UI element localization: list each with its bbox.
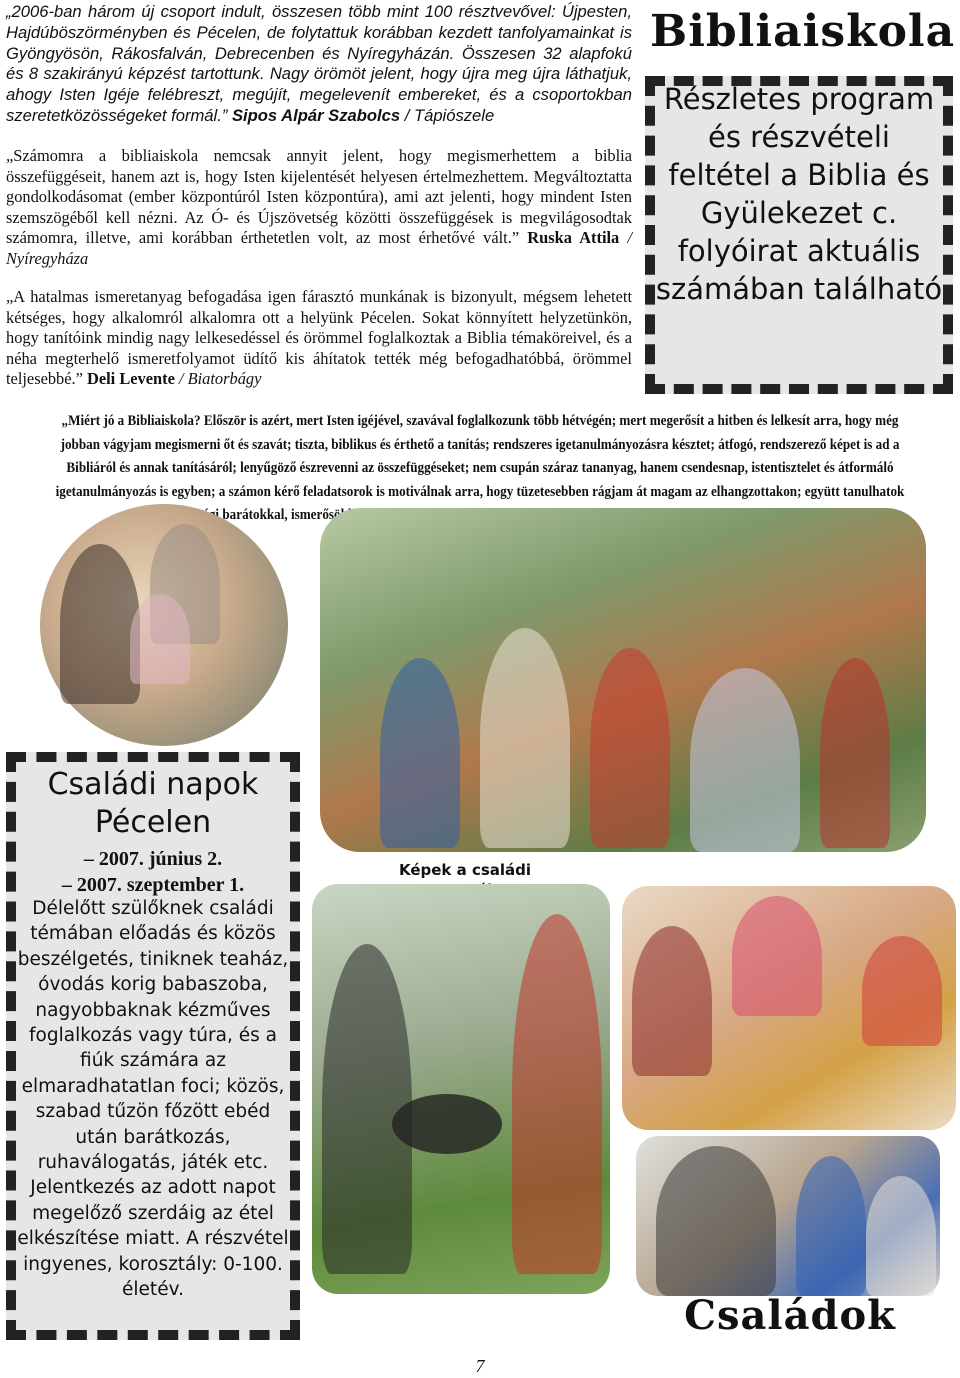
family-photo	[40, 504, 288, 746]
quote-sipos	[6, 2, 632, 127]
crowd-photo	[320, 508, 926, 852]
seniors-photo	[636, 1136, 940, 1296]
event-date-2: – 2007. szeptember 1.	[61, 874, 245, 896]
quote-text: „A hatalmas ismeretanyag befogadása igen fárasztó munkának is bizonyult, mégsem lehetett kétséges, hogy alkalomról alkalomra ott a helyünk Pécelen. Sokat könnyített helyzetünkön, hogy tanítóink mindig nagy lelkesedéssel és örömmel foglalkoztak a Biblia témaköreivel, és a néha megterhelő ismeretfolyamot üdítő kis áhítatok tették még befogadhatóbbá, örömmel teljesebbé.”	[6, 287, 632, 389]
quote-ruska	[6, 146, 632, 270]
quote-text: „2006-ban három új csoport indult, összesen több mint 100 résztvevővel: Újpesten, Hajdúböszörményben és Pécelen, de folytattuk korábban kezdett tanfolyamainkat is Gyöngyösön, Rákosfalván, Debrecenben és Nyíregyházán. Összesen 32 alapfokú és 8 szakirányú képzést tartottunk. Nagy örömöt jelent, hogy újra meg újra láthatjuk, ahogy Isten Igéje felébreszt, megújít, megelevenít embereket, és a csoportokban szeretetközösségeket formál.”	[6, 2, 632, 125]
quote-author: Sipos Alpár Szabolcs	[231, 105, 401, 125]
page-number: 7	[475, 1356, 485, 1376]
quote-place: / Biatorbágy	[178, 369, 262, 389]
event-title: Családi napok Pécelen	[47, 767, 259, 840]
event-description: Délelőtt szülőknek családi témában előadás és közös beszélgetés, tiniknek teaház, óvodás korig babaszoba, nagyobbaknak kézműves foglalkozás vagy túra, és a fiúk számára az elmaradhatatlan foci; közös, szabad tűzön főzött ebéd után barátkozás, ruhaválogatás, játék etc. Jelentkezés az adott napot megelőző szerdáig az étel elkészítése miatt. A részvétel ingyenes, korosztály: 0-100. életév.	[17, 898, 289, 1301]
cooking-photo	[312, 884, 610, 1294]
quote-place: / Nyíregyháza	[6, 228, 632, 268]
section-label: Családok	[684, 1292, 896, 1339]
event-dates	[18, 846, 288, 898]
quote-deli	[6, 287, 632, 390]
quote-text: „Számomra a bibliaiskola nemcsak annyit jelent, hogy megismerhettem a biblia összefüggéseit, hanem azt is, hogy Isten kijelentését helyesen értelmezhettem. Megváltoztatta gondolkodásomat (ember központúról Isten központúra), ami azt jelenti, hogy mindent Isten szemszögéből kell nézni. Az Ó- és Újszövetség közötti összefüggések is megvilágosodtak számomra, illetve, ami korábban érthetetlen volt, az most érhetővé vált.”	[6, 146, 632, 248]
quote-place: / Tápiószele	[404, 105, 495, 125]
quote-author: Ruska Attila	[527, 228, 620, 248]
quote-text: „Miért jó a Bibliaiskola? Először is azért, mert Isten igéjével, szavával foglalkozunk több hétvégén; mert megerősít a hitben és lelkesít arra, hogy még jobban vágyjam megismerni őt és szavát; tiszta, biblikus és érthető a tanítás; rendszeres igetanulmányozásra késztet; átfogó, rendszerező képet is ad a Bibliáról és annak tanításáról; lenyűgöző észrevenni az összefüggéseket; nem csupán száraz tananyag, hanem csendesnap, istentisztelet és átformáló igetanulmányozás is egyben; a számon kérő feladatsorok is motiválnak arra, hogy tüzetesebben rágjam át magam az elhangzottakon; együtt tanulhatok barátokkal, ismerősökkel,	[55, 413, 905, 523]
photo-caption: Képek a családi	[398, 861, 532, 879]
event-date-1: – 2007. június 2.	[83, 848, 223, 870]
crafts-photo	[622, 886, 956, 1130]
quote-author: Deli Levente	[87, 369, 175, 389]
section-title: Bibliaiskola	[650, 6, 956, 57]
info-box-text: Részletes program és részvételi feltétel a Biblia és Gyülekezet c. folyóirat aktuális számában található	[655, 82, 943, 306]
